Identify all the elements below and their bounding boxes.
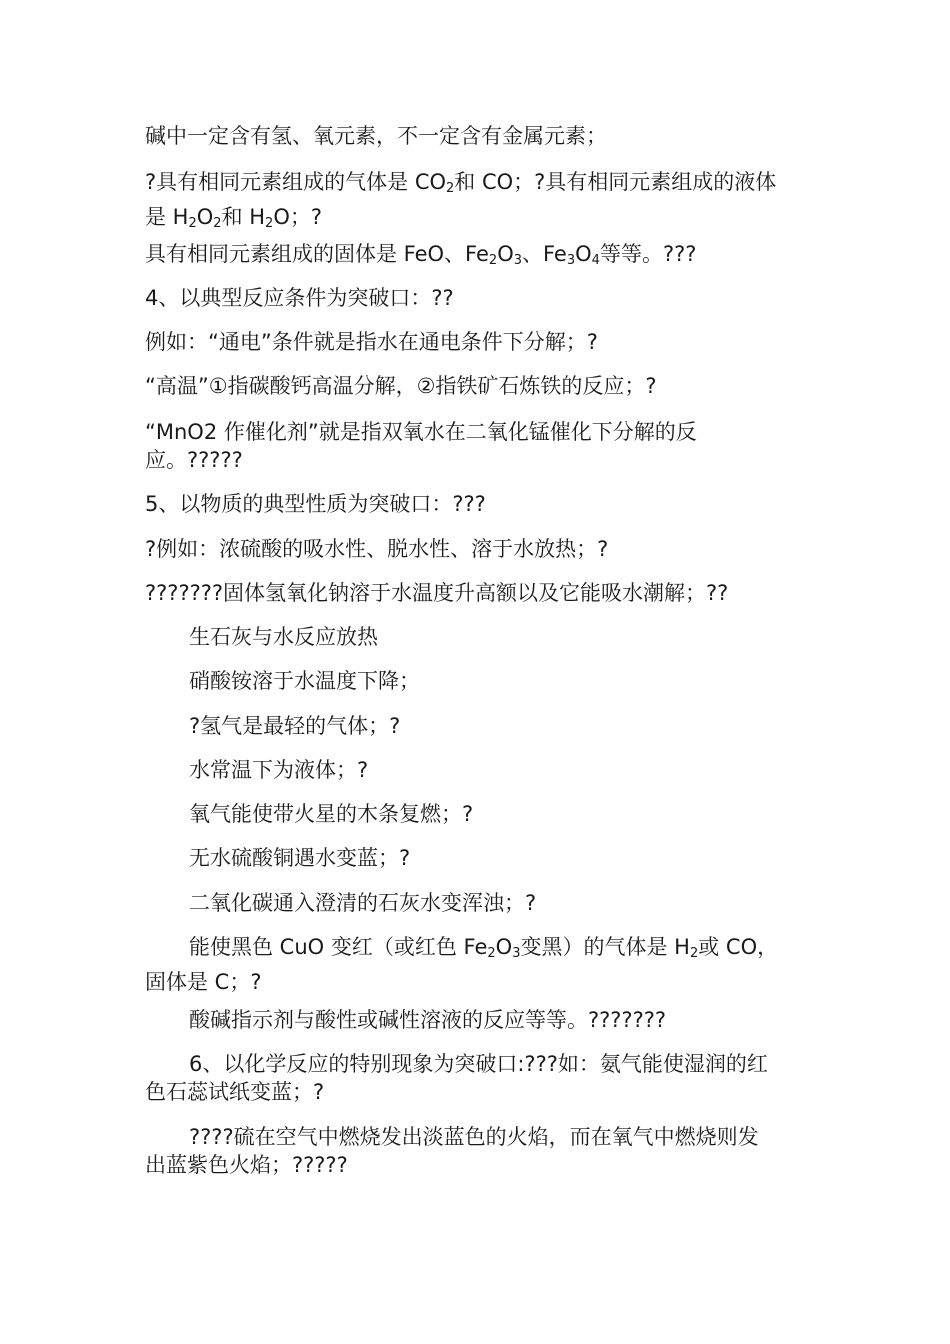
paragraph-mno2-catalyst: “MnO2 作催化剂”就是指双氧水在二氧化锰催化下分解的反 应。????? (145, 420, 697, 472)
paragraph-quicklime: 生石灰与水反应放热 (189, 625, 378, 649)
paragraph-carbon-dioxide: 二氧化碳通入澄清的石灰水变浑浊；? (189, 891, 537, 915)
paragraph-base-elements: 碱中一定含有氢、氧元素，不一定含有金属元素； (145, 124, 607, 148)
paragraph-sodium-hydroxide: ???????固体氢氧化钠溶于水温度升高额以及它能吸水潮解；?? (145, 581, 729, 605)
section-heading-reaction-phenomena: 6、以化学反应的特别现象为突破口:???如：氨气能使湿润的红 色石蕊试纸变蓝；? (145, 1052, 768, 1104)
paragraph-ammonium-nitrate: 硝酸铵溶于水温度下降； (189, 669, 420, 693)
paragraph-same-elements-gas-liquid: ?具有相同元素组成的气体是 $CO_2$和 CO；?具有相同元素组成的液体 是 $H_2O_2$和 $H_2O$；? (145, 170, 777, 231)
paragraph-sulfur-combustion: ????硫在空气中燃烧发出淡蓝色的火焰，而在氧气中燃烧则发 出蓝紫色火焰；????? (145, 1125, 759, 1177)
section-heading-typical-properties: 5、以物质的典型性质为突破口：??? (145, 492, 486, 516)
paragraph-copper-sulfate: 无水硫酸铜遇水变蓝；? (189, 846, 411, 870)
paragraph-high-temperature: “高温”①指碳酸钙高温分解，②指铁矿石炼铁的反应；? (145, 374, 657, 398)
paragraph-electrolysis: 例如：“通电”条件就是指水在通电条件下分解；? (145, 330, 598, 354)
paragraph-indicators: 酸碱指示剂与酸性或碱性溶液的反应等等。??????? (189, 1008, 667, 1032)
paragraph-reducing-agents: 能使黑色 CuO 变红（或红色 $Fe_2O_3$变黑）的气体是 $H_2$或 CO， 固体是 C；? (145, 935, 779, 994)
paragraph-water: 水常温下为液体；? (189, 758, 369, 782)
paragraph-same-elements-solid: 具有相同元素组成的固体是 FeO、$Fe_2O_3$、$Fe_3O_4$等等。??? (145, 242, 697, 268)
paragraph-oxygen: 氧气能使带火星的木条复燃；? (189, 802, 474, 826)
paragraph-sulfuric-acid: ?例如：浓硫酸的吸水性、脱水性、溶于水放热；? (145, 537, 609, 561)
paragraph-hydrogen: ?氢气是最轻的气体；? (189, 714, 401, 738)
section-heading-reaction-conditions: 4、以典型反应条件为突破口：?? (145, 286, 454, 310)
